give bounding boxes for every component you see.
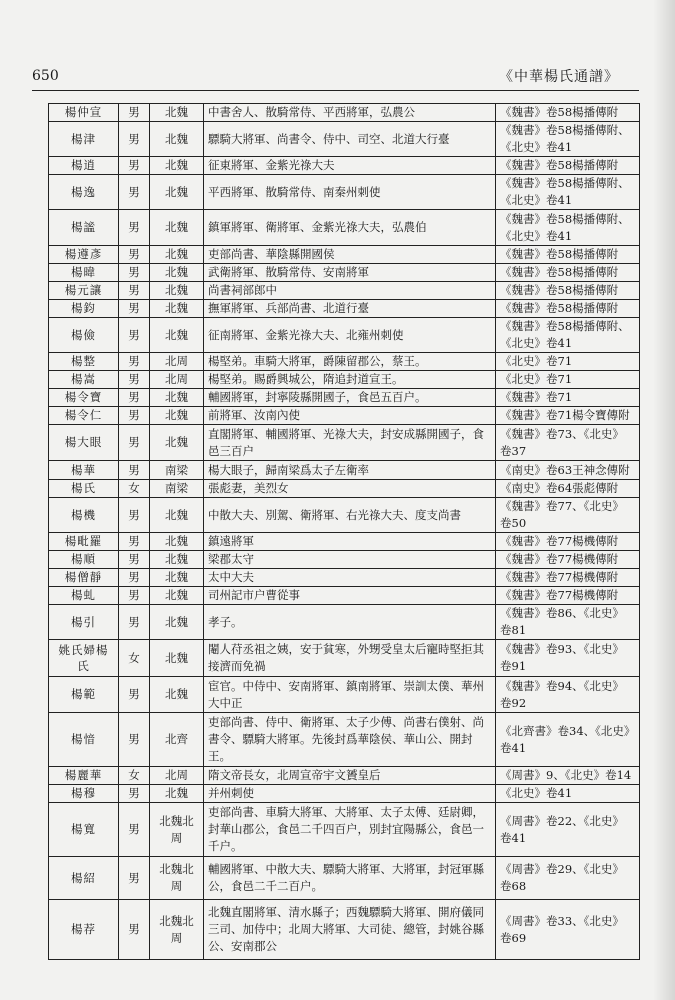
person-dynasty: 南梁 [150, 461, 204, 480]
person-sex: 男 [119, 498, 150, 533]
person-name: 楊愔 [49, 713, 119, 767]
table-row [49, 551, 640, 569]
person-source: 《南史》卷63王神念傳附 [496, 461, 640, 480]
person-name: 楊穆 [49, 785, 119, 803]
table-row [49, 713, 640, 767]
person-dynasty: 北魏 [150, 677, 204, 713]
person-name: 姚氏婦楊氏 [49, 640, 119, 677]
person-dynasty: 北周 [150, 353, 204, 371]
person-source: 《周書》卷22、《北史》卷41 [496, 803, 640, 857]
table-row [49, 246, 640, 264]
person-dynasty: 北魏北周 [150, 857, 204, 900]
table-row [49, 785, 640, 803]
person-dynasty: 北魏 [150, 425, 204, 461]
person-dynasty: 北魏 [150, 122, 204, 157]
person-titles: 鎮遠將軍 [204, 533, 496, 551]
person-titles: 吏部尚書、車騎大將軍、大將軍、太子太傅、廷尉卿，封華山郡公，食邑二千四百户，別封宜陽縣公，食邑一千户。 [204, 803, 496, 857]
table-row [49, 353, 640, 371]
person-dynasty: 北魏 [150, 318, 204, 353]
person-name: 楊逸 [49, 175, 119, 210]
person-dynasty: 北魏 [150, 785, 204, 803]
person-name: 楊寬 [49, 803, 119, 857]
person-sex: 男 [119, 605, 150, 640]
table-row [49, 371, 640, 389]
person-name: 楊元讓 [49, 282, 119, 300]
table-row [49, 900, 640, 960]
person-name: 楊仲宣 [49, 104, 119, 122]
table-row [49, 480, 640, 498]
person-sex: 男 [119, 246, 150, 264]
person-titles: 梁郡太守 [204, 551, 496, 569]
person-titles: 吏部尚書、華陰縣開國侯 [204, 246, 496, 264]
person-name: 楊紹 [49, 857, 119, 900]
genealogy-table [48, 103, 640, 960]
person-name: 楊引 [49, 605, 119, 640]
person-source: 《北史》卷71 [496, 371, 640, 389]
person-name: 楊機 [49, 498, 119, 533]
person-sex: 男 [119, 157, 150, 175]
person-source: 《北史》卷71 [496, 353, 640, 371]
person-sex: 男 [119, 857, 150, 900]
person-titles: 前將軍、汝南內使 [204, 407, 496, 425]
table-row [49, 587, 640, 605]
person-source: 《周書》卷29、《北史》卷68 [496, 857, 640, 900]
person-name: 楊令寶 [49, 389, 119, 407]
person-titles: 征東將軍、金紫光祿大夫 [204, 157, 496, 175]
table-row [49, 407, 640, 425]
person-sex: 男 [119, 900, 150, 960]
person-name: 楊氏 [49, 480, 119, 498]
person-sex: 男 [119, 300, 150, 318]
person-source: 《周書》卷33、《北史》卷69 [496, 900, 640, 960]
person-titles: 司州記市户曹從事 [204, 587, 496, 605]
table-row [49, 389, 640, 407]
person-dynasty: 北周 [150, 371, 204, 389]
page-number: 650 [32, 68, 59, 84]
person-source: 《魏書》卷71 [496, 389, 640, 407]
person-dynasty: 北魏 [150, 551, 204, 569]
person-titles: 征南將軍、金紫光祿大夫、北雍州刺使 [204, 318, 496, 353]
person-source: 《魏書》卷77、《北史》卷50 [496, 498, 640, 533]
person-titles: 楊堅弟。車騎大將軍，爵陳留郡公，蔡王。 [204, 353, 496, 371]
person-source: 《魏書》卷58楊播傳附、《北史》卷41 [496, 210, 640, 246]
person-source: 《魏書》卷58楊播傳附 [496, 264, 640, 282]
person-titles: 北魏直閣將軍、清水縣子；西魏驃騎大將軍、開府儀同三司、加侍中；北周大將軍、大司徒、總管，封姚谷縣公、安南郡公 [204, 900, 496, 960]
person-source: 《魏書》卷58楊播傳附、《北史》卷41 [496, 175, 640, 210]
person-dynasty: 北魏 [150, 157, 204, 175]
person-dynasty: 北魏 [150, 264, 204, 282]
table-row [49, 677, 640, 713]
genealogy-table-body [49, 104, 640, 960]
person-sex: 男 [119, 389, 150, 407]
person-dynasty: 北魏 [150, 282, 204, 300]
person-name: 楊順 [49, 551, 119, 569]
person-source: 《魏書》卷86、《北史》卷81 [496, 605, 640, 640]
person-name: 楊華 [49, 461, 119, 480]
person-sex: 男 [119, 104, 150, 122]
person-dynasty: 北魏 [150, 246, 204, 264]
table-row [49, 498, 640, 533]
person-titles: 直閣將軍、輔國將軍、光祿大夫，封安成縣開國子，食邑三百户 [204, 425, 496, 461]
person-source: 《北史》卷41 [496, 785, 640, 803]
table-row [49, 533, 640, 551]
person-sex: 男 [119, 551, 150, 569]
person-titles: 輔國將軍，封寧陵縣開國子，食邑五百户。 [204, 389, 496, 407]
person-dynasty: 北魏 [150, 210, 204, 246]
person-name: 楊範 [49, 677, 119, 713]
person-sex: 男 [119, 210, 150, 246]
person-dynasty: 北齊 [150, 713, 204, 767]
person-dynasty: 北魏 [150, 569, 204, 587]
person-name: 楊大眼 [49, 425, 119, 461]
person-sex: 男 [119, 533, 150, 551]
person-dynasty: 北魏 [150, 587, 204, 605]
person-sex: 男 [119, 264, 150, 282]
person-name: 楊僧靜 [49, 569, 119, 587]
table-row [49, 605, 640, 640]
person-sex: 男 [119, 713, 150, 767]
person-name: 楊遵彥 [49, 246, 119, 264]
person-source: 《周書》9、《北史》卷14 [496, 767, 640, 785]
table-row [49, 104, 640, 122]
table-row [49, 569, 640, 587]
person-sex: 男 [119, 175, 150, 210]
person-name: 楊嵩 [49, 371, 119, 389]
person-dynasty: 北魏 [150, 104, 204, 122]
person-sex: 男 [119, 569, 150, 587]
table-row [49, 767, 640, 785]
person-titles: 輔國將軍、中散大夫、驃騎大將軍、大將軍，封冠軍縣公，食邑二千二百户。 [204, 857, 496, 900]
person-source: 《魏書》卷58楊播傳附、《北史》卷41 [496, 318, 640, 353]
person-source: 《魏書》卷58楊播傳附 [496, 300, 640, 318]
person-titles: 并州刺使 [204, 785, 496, 803]
person-sex: 男 [119, 122, 150, 157]
person-sex: 女 [119, 640, 150, 677]
person-sex: 男 [119, 353, 150, 371]
person-sex: 男 [119, 407, 150, 425]
person-source: 《魏書》卷77楊機傳附 [496, 587, 640, 605]
person-source: 《南史》卷64張彪傳附 [496, 480, 640, 498]
person-name: 楊逍 [49, 157, 119, 175]
person-name: 楊津 [49, 122, 119, 157]
table-row [49, 461, 640, 480]
person-source: 《魏書》卷77楊機傳附 [496, 533, 640, 551]
person-titles: 張彪妻，美烈女 [204, 480, 496, 498]
spine-shadow [653, 0, 675, 1000]
person-sex: 男 [119, 425, 150, 461]
person-titles: 孝子。 [204, 605, 496, 640]
person-dynasty: 北周 [150, 767, 204, 785]
person-name: 楊謐 [49, 210, 119, 246]
person-titles: 尚書祠部郎中 [204, 282, 496, 300]
table-row [49, 425, 640, 461]
person-sex: 男 [119, 371, 150, 389]
person-titles: 隋文帝長女，北周宣帝宇文贇皇后 [204, 767, 496, 785]
table-row [49, 264, 640, 282]
person-dynasty: 北魏 [150, 498, 204, 533]
person-titles: 閹人苻丞祖之姨，安于貧寒，外甥受皇太后寵時堅拒其接濟而免禍 [204, 640, 496, 677]
table-row [49, 122, 640, 157]
person-dynasty: 北魏 [150, 389, 204, 407]
person-sex: 男 [119, 785, 150, 803]
person-titles: 中書舍人、散騎常侍、平西將軍，弘農公 [204, 104, 496, 122]
table-row [49, 300, 640, 318]
person-source: 《魏書》卷58楊播傳附 [496, 157, 640, 175]
person-titles: 驃騎大將軍、尚書令、侍中、司空、北道大行臺 [204, 122, 496, 157]
table-row [49, 175, 640, 210]
person-titles: 楊大眼子，歸南梁爲太子左衛率 [204, 461, 496, 480]
person-name: 楊儉 [49, 318, 119, 353]
person-titles: 中散大夫、別駕、衛將軍、右光祿大夫、度支尚書 [204, 498, 496, 533]
person-titles: 太中大夫 [204, 569, 496, 587]
person-titles: 平西將軍、散騎常侍、南秦州刺使 [204, 175, 496, 210]
person-sex: 男 [119, 318, 150, 353]
person-source: 《魏書》卷73、《北史》卷37 [496, 425, 640, 461]
person-dynasty: 北魏北周 [150, 803, 204, 857]
person-sex: 女 [119, 480, 150, 498]
person-sex: 男 [119, 587, 150, 605]
person-titles: 武衛將軍、散騎常侍、安南將軍 [204, 264, 496, 282]
person-source: 《魏書》卷58楊播傳附 [496, 246, 640, 264]
person-name: 楊麗華 [49, 767, 119, 785]
table-row [49, 282, 640, 300]
person-dynasty: 北魏 [150, 605, 204, 640]
person-titles: 鎮軍將軍、衛將軍、金紫光祿大夫，弘農伯 [204, 210, 496, 246]
person-dynasty: 北魏 [150, 300, 204, 318]
person-name: 楊荐 [49, 900, 119, 960]
table-row [49, 157, 640, 175]
person-source: 《魏書》卷58楊播傳附 [496, 104, 640, 122]
person-name: 楊整 [49, 353, 119, 371]
person-dynasty: 北魏北周 [150, 900, 204, 960]
book-title: 《中華楊氏通譜》 [499, 69, 619, 85]
table-row [49, 857, 640, 900]
person-name: 楊令仁 [49, 407, 119, 425]
person-name: 楊虬 [49, 587, 119, 605]
table-row [49, 318, 640, 353]
person-name: 楊毗羅 [49, 533, 119, 551]
person-name: 楊鈞 [49, 300, 119, 318]
person-source: 《魏書》卷77楊機傳附 [496, 551, 640, 569]
person-name: 楊暐 [49, 264, 119, 282]
person-dynasty: 北魏 [150, 640, 204, 677]
person-source: 《魏書》卷58楊播傳附、《北史》卷41 [496, 122, 640, 157]
person-source: 《魏書》卷77楊機傳附 [496, 569, 640, 587]
person-sex: 男 [119, 461, 150, 480]
person-titles: 吏部尚書、侍中、衛將軍、太子少傅、尚書右僕射、尚書令、驃騎大將軍。先後封爲華陰侯、華山公、開封王。 [204, 713, 496, 767]
person-source: 《北齊書》卷34、《北史》卷41 [496, 713, 640, 767]
table-row [49, 640, 640, 677]
person-titles: 楊堅弟。賜爵興城公，隋追封道宣王。 [204, 371, 496, 389]
person-source: 《魏書》卷93、《北史》卷91 [496, 640, 640, 677]
person-source: 《魏書》卷94、《北史》卷92 [496, 677, 640, 713]
person-dynasty: 北魏 [150, 533, 204, 551]
person-sex: 女 [119, 767, 150, 785]
table-row [49, 803, 640, 857]
person-dynasty: 北魏 [150, 407, 204, 425]
header-rule [32, 90, 639, 91]
person-sex: 男 [119, 677, 150, 713]
person-sex: 男 [119, 803, 150, 857]
person-titles: 撫軍將軍、兵部尚書、北道行臺 [204, 300, 496, 318]
person-dynasty: 北魏 [150, 175, 204, 210]
person-source: 《魏書》卷58楊播傳附 [496, 282, 640, 300]
person-titles: 宦官。中侍中、安南將軍、鎮南將軍、崇訓太僕、華州大中正 [204, 677, 496, 713]
person-dynasty: 南梁 [150, 480, 204, 498]
table-row [49, 210, 640, 246]
person-source: 《魏書》卷71楊令寶傳附 [496, 407, 640, 425]
person-sex: 男 [119, 282, 150, 300]
